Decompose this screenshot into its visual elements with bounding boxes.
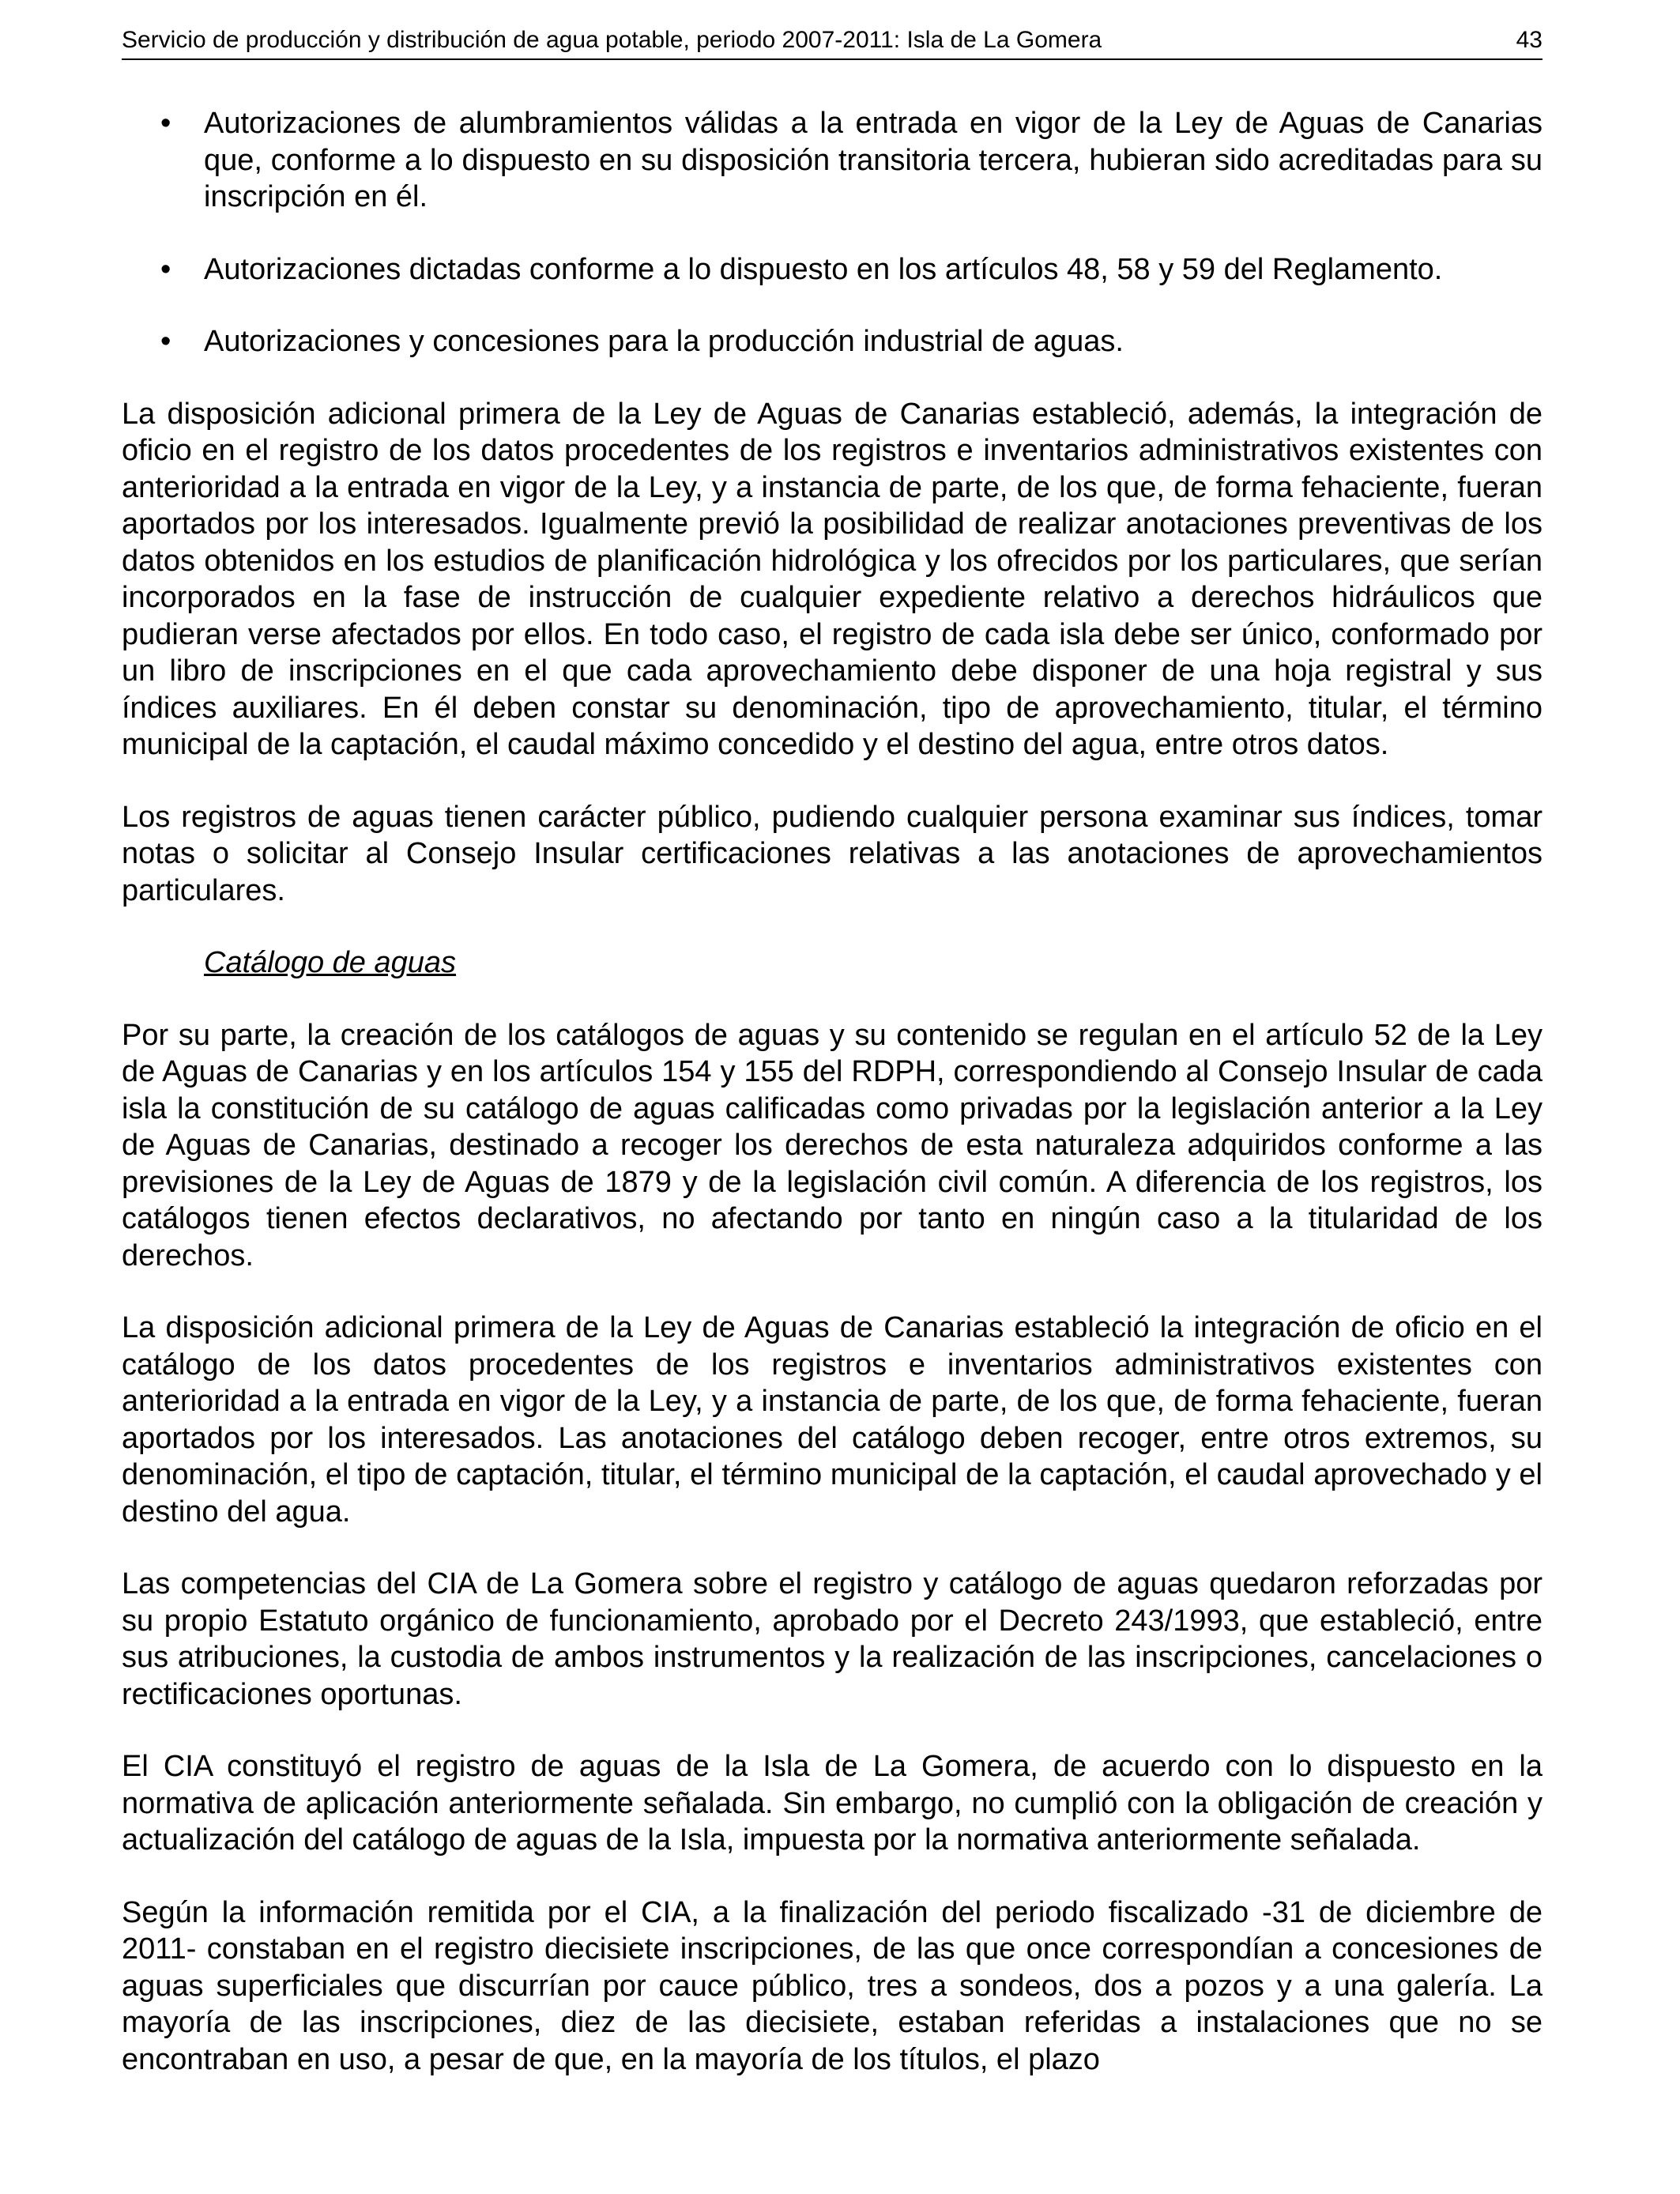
bullet-item [122,323,1543,360]
section-subheading: Catálogo de aguas [204,946,457,979]
bullet-marker: • [160,325,171,358]
bullet-item [122,105,1543,216]
paragraph: La disposición adicional primera de la Ley de Aguas de Canarias estableció la integración de oficio en el catálogo de los datos procedentes de los registros e inventarios administrativos existentes con anterioridad a la entrada en vigor de la Ley, y a instancia de parte, de los que, de forma fehaciente, fueran aportados por los interesados. Las anotaciones del catálogo deben recoger, entre otros extremos, su denominación, el tipo de captación, titular, el término municipal de la captación, el caudal aprovechado y el destino del agua. [122,1311,1543,1529]
header-title: Servicio de producción y distribución de agua potable, periodo 2007-2011: Isla de La Gomera [122,27,1102,53]
paragraph: Las competencias del CIA de La Gomera sobre el registro y catálogo de aguas quedaron reforzadas por su propio Estatuto orgánico de funcionamiento, aprobado por el Decreto 243/1993, que estableció, entre sus atribuciones, la custodia de ambos instrumentos y la realización de las inscripciones, cancelaciones o rectificaciones oportunas. [122,1567,1543,1711]
page-header [122,27,1543,60]
page-number: 43 [1516,27,1543,53]
bullet-marker: • [160,107,171,140]
bullet-text: Autorizaciones dictadas conforme a lo dispuesto en los artículos 48, 58 y 59 del Reglamento. [204,252,1443,286]
bullet-marker: • [160,252,171,286]
paragraph: El CIA constituyó el registro de aguas de la Isla de La Gomera, de acuerdo con lo dispuesto en la normativa de aplicación anteriormente señalada. Sin embargo, no cumplió con la obligación de creación y actualización del catálogo de aguas de la Isla, impuesta por la normativa anteriormente señalada. [122,1750,1543,1857]
bullet-item [122,251,1543,288]
bullet-text: Autorizaciones y concesiones para la producción industrial de aguas. [204,325,1124,358]
bullet-text: Autorizaciones de alumbramientos válidas a la entrada en vigor de la Ley de Aguas de Canarias que, conforme a lo dispuesto en su disposición transitoria tercera, hubieran sido acreditadas para su inscripción en él. [204,107,1543,213]
paragraph: La disposición adicional primera de la Ley de Aguas de Canarias estableció, además, la integración de oficio en el registro de los datos procedentes de los registros e inventarios administrativos existentes con anterioridad a la entrada en vigor de la Ley, y a instancia de parte, de los que, de forma fehaciente, fueran aportados por los interesados. Igualmente previó la posibilidad de realizar anotaciones preventivas de los datos obtenidos en los estudios de planificación hidrológica y los ofrecidos por los particulares, que serían incorporados en la fase de instrucción de cualquier expediente relativo a derechos hidráulicos que pudieran verse afectados por ellos. En todo caso, el registro de cada isla debe ser único, conformado por un libro de inscripciones en el que cada aprovechamiento debe disponer de una hoja registral y sus índices auxiliares. En él deben constar su denominación, tipo de aprovechamiento, titular, el término municipal de la captación, el caudal máximo concedido y el destino del agua, entre otros datos. [122,397,1543,761]
document-body [122,105,1543,2113]
paragraph: Según la información remitida por el CIA, a la finalización del periodo fiscalizado -31 de diciembre de 2011- constaban en el registro diecisiete inscripciones, de las que once correspondían a concesiones de aguas superficiales que discurrían por cauce público, tres a sondeos, dos a pozos y a una galería. La mayoría de las inscripciones, diez de las diecisiete, estaban referidas a instalaciones que no se encontraban en uso, a pesar de que, en la mayoría de los títulos, el plazo [122,1895,1543,2076]
paragraph: Los registros de aguas tienen carácter público, pudiendo cualquier persona examinar sus índices, tomar notas o solicitar al Consejo Insular certificaciones relativas a las anotaciones de aprovechamientos particulares. [122,800,1543,907]
bullet-list [122,105,1543,360]
paragraph: Por su parte, la creación de los catálogos de aguas y su contenido se regulan en el artículo 52 de la Ley de Aguas de Canarias y en los artículos 154 y 155 del RDPH, correspondiendo al Consejo Insular de cada isla la constitución de su catálogo de aguas calificadas como privadas por la legislación anterior a la Ley de Aguas de Canarias, destinado a recoger los derechos de esta naturaleza adquiridos conforme a las previsiones de la Ley de Aguas de 1879 y de la legislación civil común. A diferencia de los registros, los catálogos tienen efectos declarativos, no afectando por tanto en ningún caso a la titularidad de los derechos. [122,1018,1543,1272]
